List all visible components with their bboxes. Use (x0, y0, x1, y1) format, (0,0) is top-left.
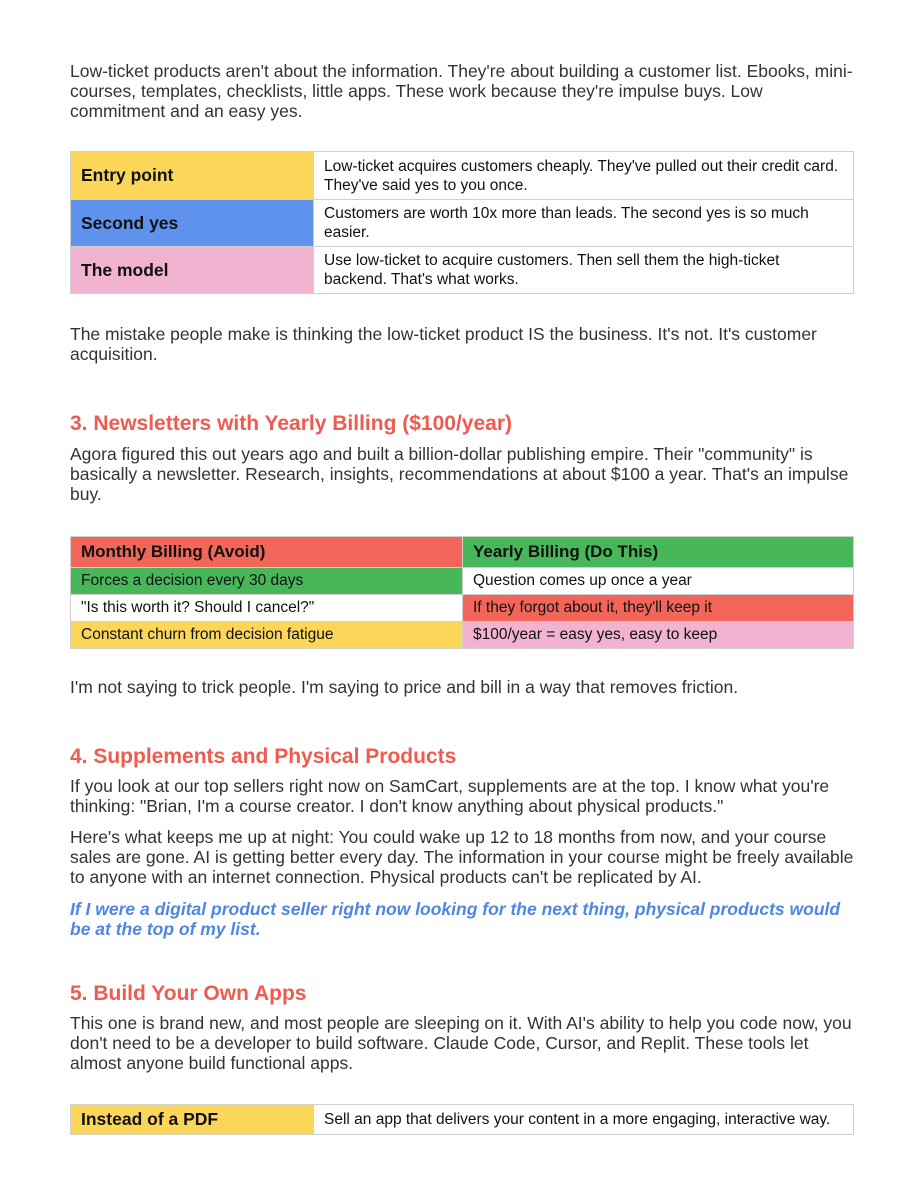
section-3-heading: 3. Newsletters with Yearly Billing ($100/year) (70, 412, 512, 435)
intro-paragraph: Low-ticket products aren't about the information. They're about building a customer list. Ebooks, mini-courses, templates, checklists, little apps. These work because they're impulse buys. Low commitment and an easy yes. (70, 61, 853, 121)
table-row (71, 568, 854, 595)
row-key: Entry point (71, 152, 314, 200)
table-row (71, 247, 854, 294)
section-4-callout: If I were a digital product seller right now looking for the next thing, physical products would be at the top of my list. (70, 899, 841, 939)
row-value: Customers are worth 10x more than leads. The second yes is so much easier. (314, 200, 854, 247)
table-row (71, 1105, 854, 1135)
mistake-paragraph: The mistake people make is thinking the low-ticket product IS the business. It's not. It's customer acquisition. (70, 324, 817, 364)
section-3-after-paragraph: I'm not saying to trick people. I'm saying to price and bill in a way that removes friction. (70, 677, 739, 697)
table-header-row (71, 537, 854, 568)
section-4-paragraph-2: Here's what keeps me up at night: You could wake up 12 to 18 months from now, and your course sales are gone. AI is getting better every day. The information in your course might be freely available to anyone with an internet connection. Physical products can't be replicated by AI. (70, 827, 854, 887)
section-3-paragraph: Agora figured this out years ago and built a billion-dollar publishing empire. Their "community" is basically a newsletter. Research, insights, recommendations at about $100 a year. That's an impulse buy. (70, 444, 849, 504)
table-row (71, 200, 854, 247)
row-value: Use low-ticket to acquire customers. Then sell them the high-ticket backend. That's what works. (314, 247, 854, 294)
table-row (71, 152, 854, 200)
monthly-header: Monthly Billing (Avoid) (71, 537, 463, 568)
section-4-paragraph-1: If you look at our top sellers right now on SamCart, supplements are at the top. I know what you're thinking: "Brian, I'm a course creator. I don't know anything about physical products." (70, 776, 830, 816)
monthly-cell: Forces a decision every 30 days (71, 568, 463, 595)
section-5-paragraph: This one is brand new, and most people are sleeping on it. With AI's ability to help you code now, you don't need to be a developer to build software. Claude Code, Cursor, and Replit. These tools let almost anyone build functional apps. (70, 1013, 852, 1073)
yearly-header: Yearly Billing (Do This) (463, 537, 854, 568)
row-key: Second yes (71, 200, 314, 247)
table-row (71, 622, 854, 649)
billing-comparison-table (70, 536, 854, 649)
yearly-cell: Question comes up once a year (463, 568, 854, 595)
row-value: Sell an app that delivers your content in a more engaging, interactive way. (314, 1105, 854, 1135)
yearly-cell: $100/year = easy yes, easy to keep (463, 622, 854, 649)
row-key: The model (71, 247, 314, 294)
section-5-heading: 5. Build Your Own Apps (70, 982, 307, 1005)
monthly-cell: "Is this worth it? Should I cancel?" (71, 595, 463, 622)
monthly-cell: Constant churn from decision fatigue (71, 622, 463, 649)
section-4-heading: 4. Supplements and Physical Products (70, 745, 457, 768)
apps-table (70, 1104, 854, 1135)
table-row (71, 595, 854, 622)
low-ticket-table (70, 151, 854, 294)
yearly-cell: If they forgot about it, they'll keep it (463, 595, 854, 622)
row-key: Instead of a PDF (71, 1105, 314, 1135)
row-value: Low-ticket acquires customers cheaply. They've pulled out their credit card. They've said yes to you once. (314, 152, 854, 200)
